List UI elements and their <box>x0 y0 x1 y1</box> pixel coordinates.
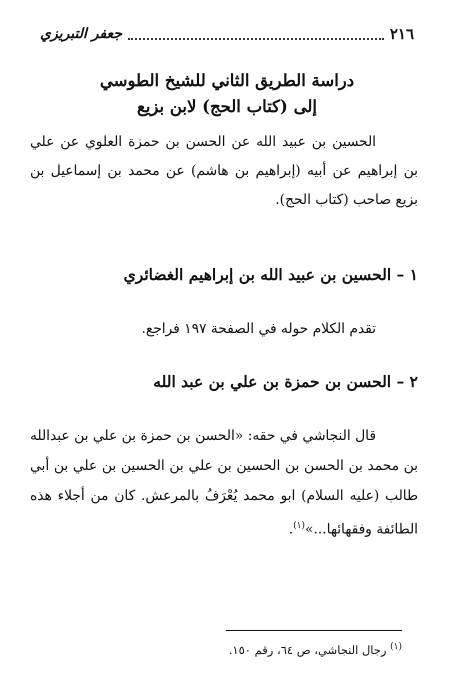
section-title-line-1: دراسة الطريق الثاني للشيخ الطوسي <box>99 71 355 90</box>
footnote <box>40 638 402 659</box>
footnote-text: رجال النجاشي، ص ٦٤، رقم ١٥٠. <box>228 642 387 657</box>
footnote-separator <box>226 630 402 631</box>
running-header <box>40 22 414 46</box>
paragraph-chain: الحسين بن عبيد الله عن الحسن بن حمزة العلوي عن علي بن إبراهيم عن أبيه (إبراهيم بن هاشم) عن محمد بن إسماعيل بن بزيع صاحب (كتاب الحج). <box>30 134 418 208</box>
paragraph-najashi-quote: قال النجاشي في حقه: «الحسن بن حمزة بن علي بن عبدالله بن محمد بن الحسن بن الحسين بن علي بن الحسين بن علي بن أبي طالب (عليه السلام) ابو محمد يُعْرَفُ بالمرعش. كان من أجلاء هذه الطائفة وفقهائها...»$^{(١)}$. <box>30 428 418 538</box>
section-title <box>40 68 414 120</box>
section-title-line-2: إلى (كتاب الحج) لابن بزيع <box>137 97 317 116</box>
paragraph-cross-reference: تقدم الكلام حوله في الصفحة ١٩٧ فراجع. <box>141 321 376 337</box>
header-dotted-leader <box>128 38 384 40</box>
footnote-reference: (١) <box>293 521 306 531</box>
footnote-marker: (١) <box>390 642 402 652</box>
heading-narrator-2: ٢ – الحسن بن حمزة بن علي بن عبد الله <box>153 372 418 391</box>
page-number: ٢١٦ <box>389 25 414 43</box>
heading-narrator-1: ١ – الحسين بن عبيد الله بن إبراهيم الغضائري <box>123 265 418 284</box>
running-header-author: جعفر التبريزي <box>40 26 122 42</box>
najashi-quote-text: قال النجاشي في حقه: «الحسن بن حمزة بن علي بن عبدالله بن محمد بن الحسن بن الحسين بن علي بن الحسين بن علي بن أبي طالب (عليه السلام) ابو محمد يُعْرَفُ بالمرعش. كان من أجلاء هذه الطائفة وفقهائها...» <box>30 428 418 538</box>
